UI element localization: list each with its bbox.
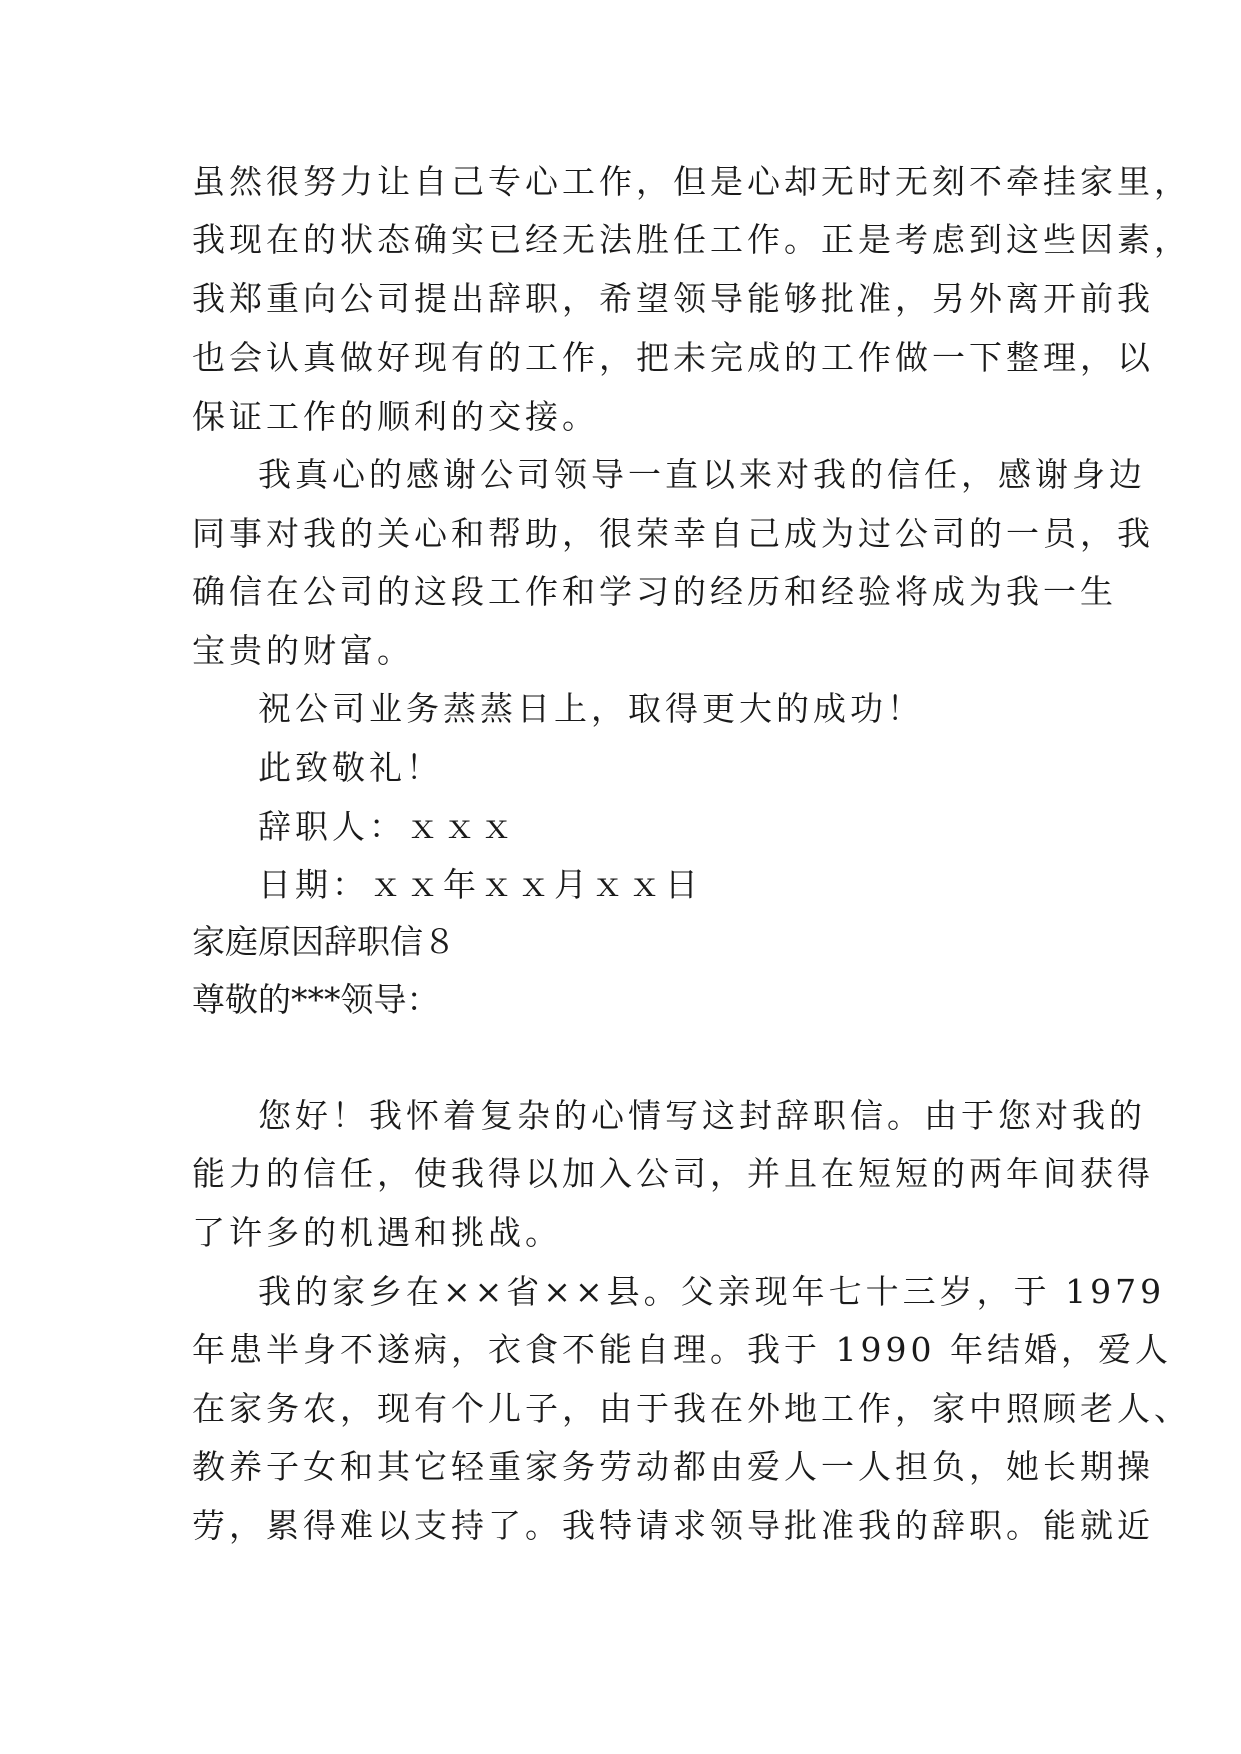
paragraph-line: 我的家乡在××省××县。父亲现年七十三岁，于 1979	[258, 1272, 1166, 1311]
paragraph-line: 也会认真做好现有的工作，把未完成的工作做一下整理，以	[192, 338, 1154, 377]
paragraph-line: 年患半身不遂病，衣食不能自理。我于 1990 年结婚，爱人	[192, 1330, 1172, 1369]
paragraph-line: 宝贵的财富。	[192, 631, 414, 670]
date-line: 日期：ｘｘ年ｘｘ月ｘｘ日	[258, 865, 702, 904]
paragraph-line: 您好！我怀着复杂的心情写这封辞职信。由于您对我的	[258, 1096, 1146, 1135]
paragraph-line: 劳，累得难以支持了。我特请求领导批准我的辞职。能就近	[192, 1506, 1154, 1545]
paragraph-line: 确信在公司的这段工作和学习的经历和经验将成为我一生	[192, 572, 1117, 611]
paragraph-line: 我现在的状态确实已经无法胜任工作。正是考虑到这些因素，	[192, 220, 1191, 259]
closing-wish: 祝公司业务蒸蒸日上，取得更大的成功！	[258, 689, 924, 728]
paragraph-line: 了许多的机遇和挑战。	[192, 1213, 562, 1252]
paragraph-line: 同事对我的关心和帮助，很荣幸自己成为过公司的一员，我	[192, 514, 1154, 553]
paragraph-line: 我真心的感谢公司领导一直以来对我的信任，感谢身边	[258, 455, 1146, 494]
paragraph-line: 在家务农，现有个儿子，由于我在外地工作，家中照顾老人、	[192, 1389, 1191, 1428]
paragraph-line: 能力的信任，使我得以加入公司，并且在短短的两年间获得	[192, 1154, 1154, 1193]
signature-line: 辞职人：ｘｘｘ	[258, 807, 517, 846]
paragraph-line: 虽然很努力让自己专心工作，但是心却无时无刻不牵挂家里，	[192, 162, 1191, 201]
paragraph-line: 教养子女和其它轻重家务劳动都由爱人一人担负，她长期操	[192, 1447, 1154, 1486]
salutation-closing: 此致敬礼！	[258, 748, 443, 787]
paragraph-line: 保证工作的顺利的交接。	[192, 397, 599, 436]
recipient-salutation: 尊敬的***领导：	[192, 980, 440, 1019]
section-heading: 家庭原因辞职信８	[192, 922, 456, 961]
paragraph-line: 我郑重向公司提出辞职，希望领导能够批准，另外离开前我	[192, 279, 1154, 318]
